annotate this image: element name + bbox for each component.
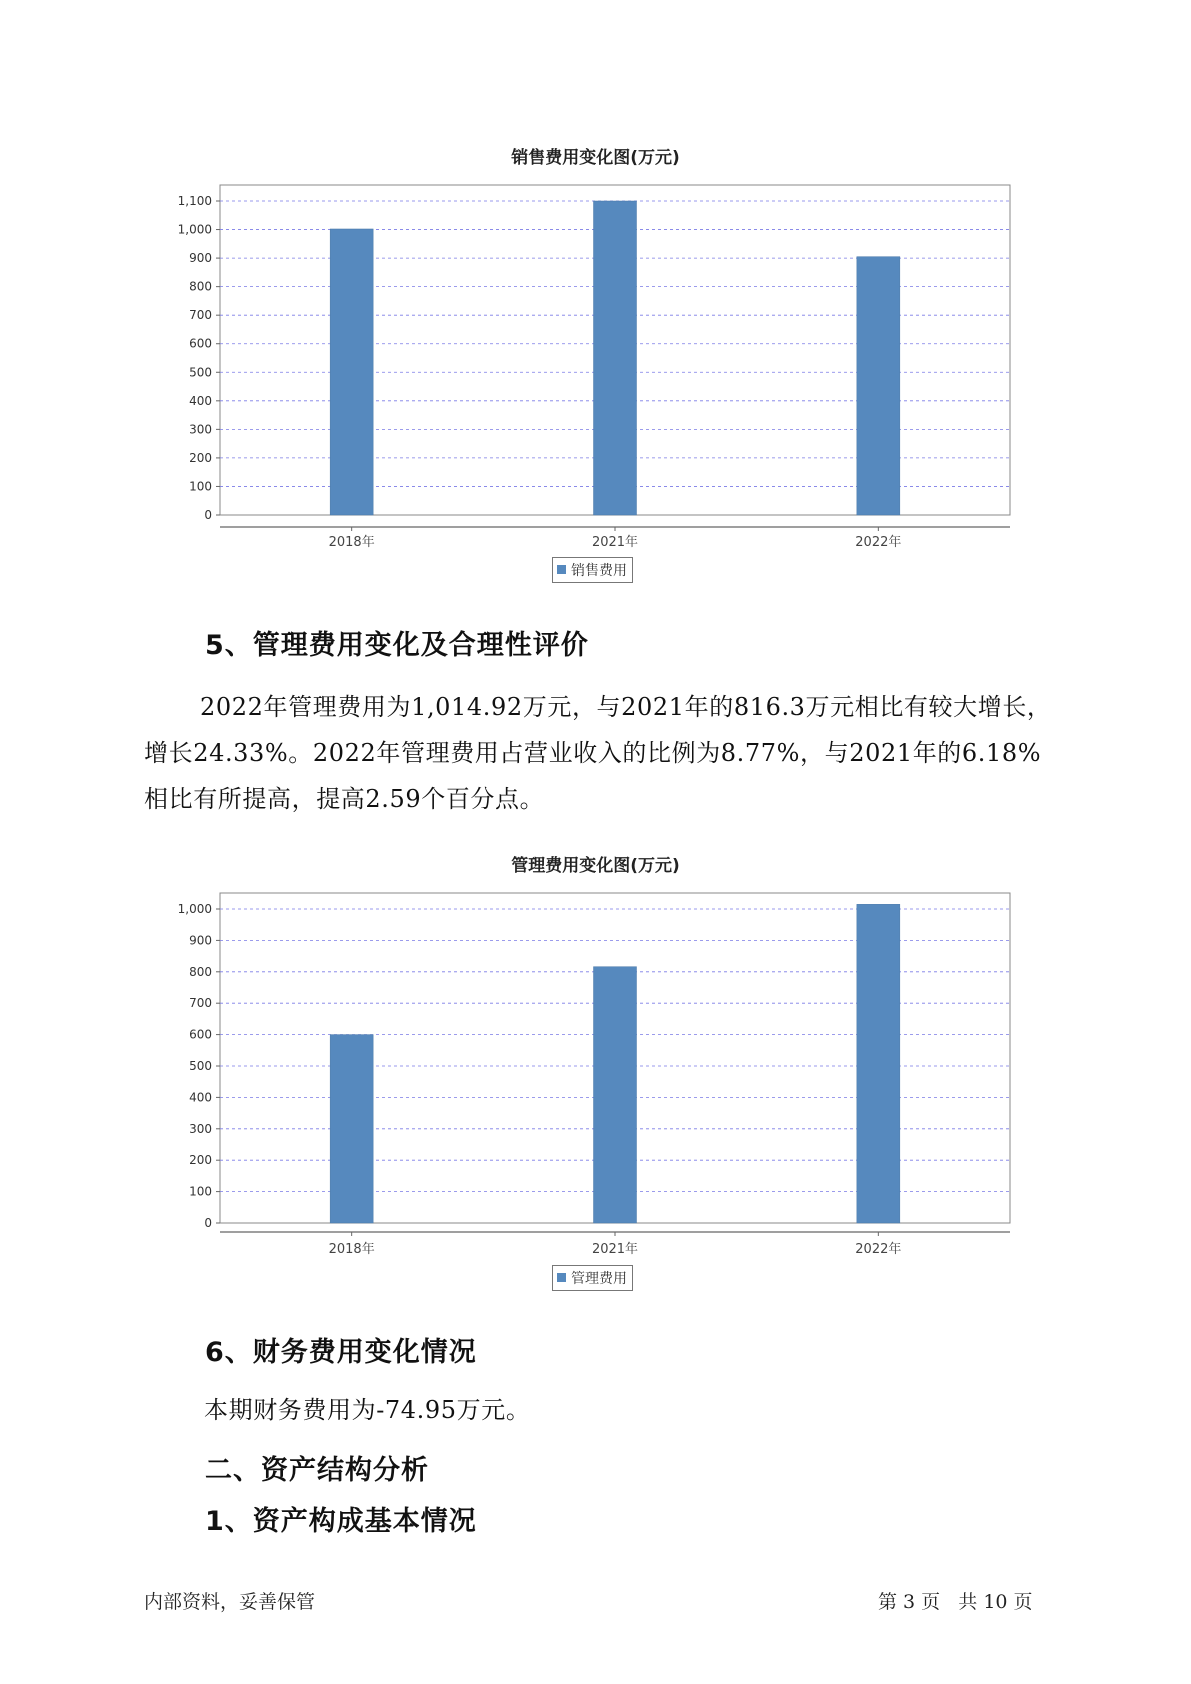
y-tick-label: 800: [189, 964, 212, 979]
section-5-heading: 5、管理费用变化及合理性评价: [205, 630, 589, 661]
y-tick-label: 900: [189, 933, 212, 948]
y-tick-label: 300: [189, 422, 212, 437]
chart-title: 销售费用变化图(万元): [511, 148, 680, 168]
y-tick-label: 1,000: [177, 902, 212, 916]
chart-title: 管理费用变化图(万元): [511, 856, 680, 876]
footer-confidential: 内部资料，妥善保管: [144, 1591, 316, 1613]
section-5-paragraph: 2022年管理费用为1,014.92万元，与2021年的816.3万元相比有较大增长，增长24.33%。2022年管理费用占营业收入的比例为8.77%，与2021年的6.18%相比有所提高，提高2.59个百分点。: [144, 693, 1052, 813]
chart-legend: [552, 1265, 633, 1291]
y-tick-label: 600: [189, 1027, 212, 1042]
legend-swatch: [557, 1273, 566, 1282]
y-tick-label: 400: [189, 1090, 212, 1105]
bar-2022年: [857, 904, 900, 1223]
footer-page-number: 第 3 页 共 10 页: [878, 1591, 1033, 1613]
section-6-heading: 6、财务费用变化情况: [205, 1337, 477, 1368]
y-tick-label: 200: [189, 450, 212, 465]
y-tick-label: 1,100: [177, 194, 212, 208]
legend-label: 销售费用: [571, 563, 627, 579]
y-tick-label: 800: [189, 279, 212, 294]
y-tick-label: 200: [189, 1153, 212, 1168]
x-tick-label: 2021年: [591, 535, 639, 550]
y-tick-label: 100: [189, 479, 212, 494]
x-tick-label: 2018年: [328, 535, 375, 550]
y-tick-label: 600: [189, 336, 212, 351]
y-tick-label: 300: [189, 1121, 212, 1136]
section-2-1-heading: 1、资产构成基本情况: [205, 1506, 477, 1537]
legend-label: 管理费用: [571, 1271, 627, 1287]
y-tick-label: 0: [204, 1216, 212, 1230]
bar-2021年: [594, 967, 637, 1223]
y-tick-label: 0: [204, 508, 212, 522]
x-tick-label: 2021年: [591, 1242, 639, 1257]
y-tick-label: 500: [189, 365, 212, 380]
section-2-heading: 二、资产结构分析: [205, 1455, 429, 1486]
bar-2018年: [330, 1035, 373, 1223]
section-6-paragraph: 本期财务费用为-74.95万元。: [204, 1396, 531, 1424]
x-tick-label: 2018年: [328, 1242, 375, 1257]
y-tick-label: 700: [189, 308, 212, 323]
y-tick-label: 500: [189, 1059, 212, 1073]
y-tick-label: 700: [189, 996, 212, 1011]
x-tick-label: 2022年: [855, 1242, 902, 1257]
x-tick-label: 2022年: [855, 535, 902, 550]
y-tick-label: 900: [189, 251, 212, 266]
y-tick-label: 100: [189, 1184, 212, 1199]
y-tick-label: 400: [189, 393, 212, 408]
y-tick-label: 1,000: [177, 222, 212, 237]
